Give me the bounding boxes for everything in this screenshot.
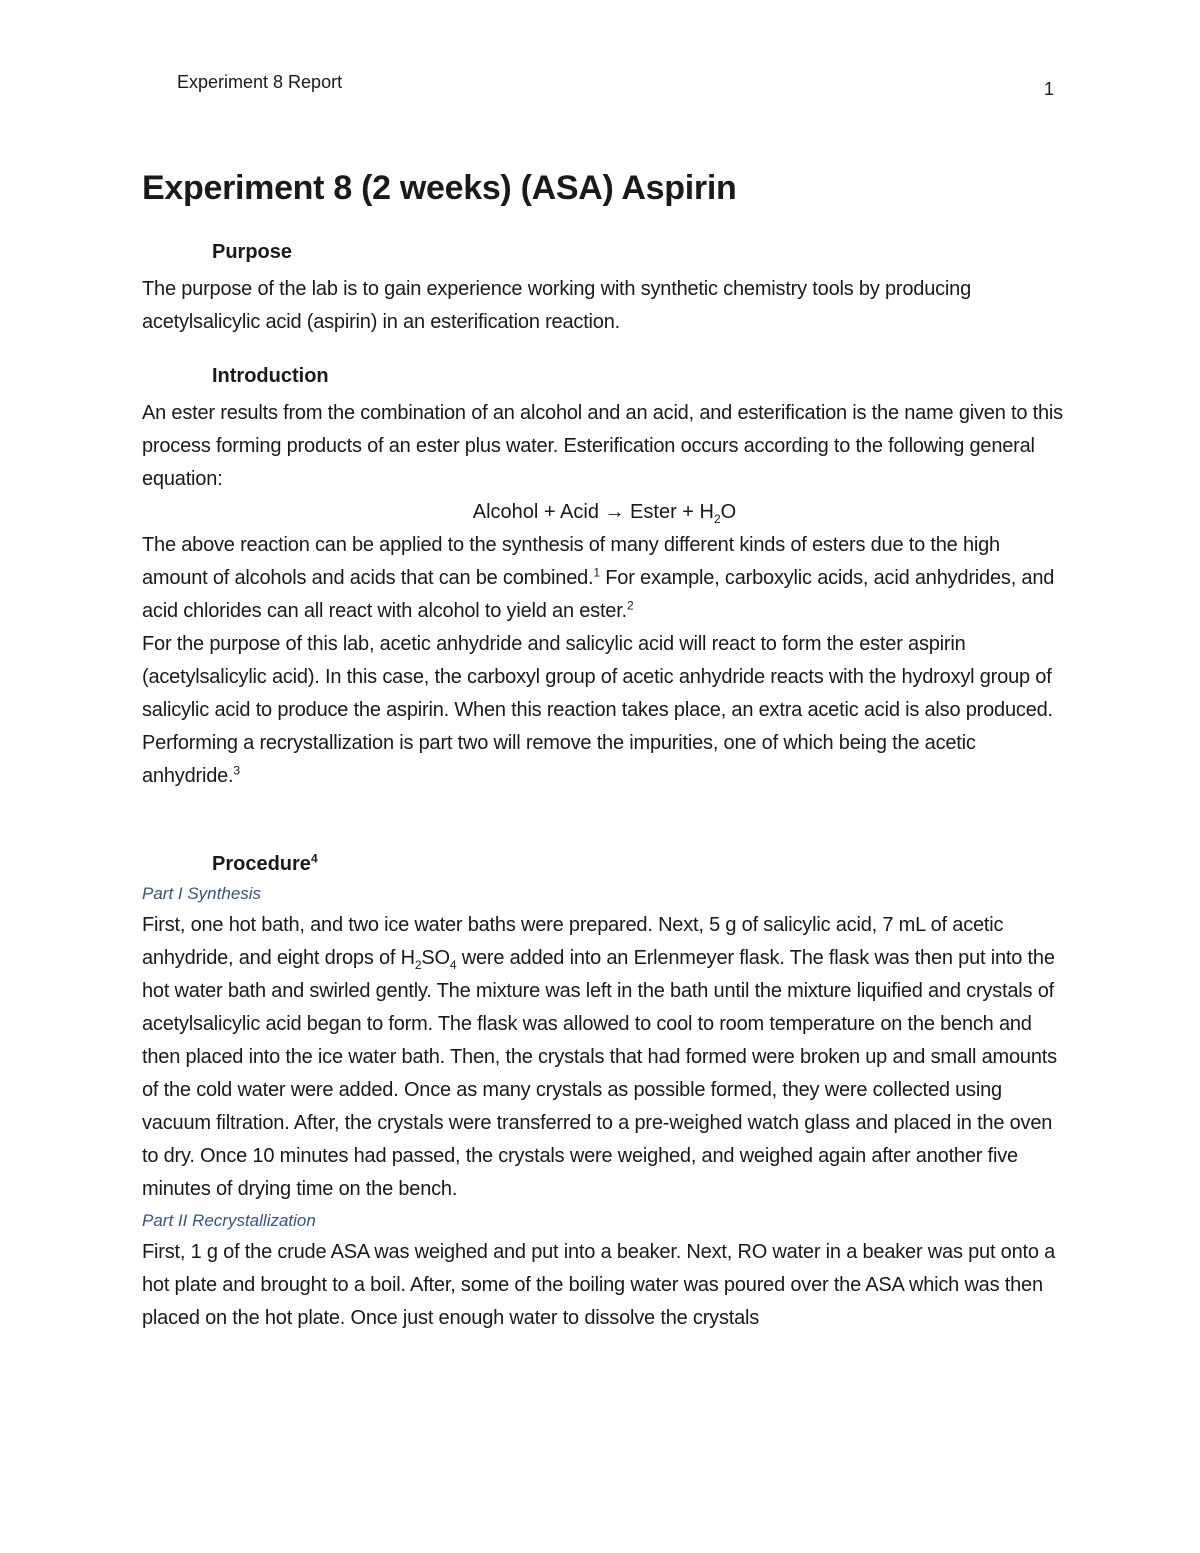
page-number: 1 (1044, 79, 1055, 99)
part-2-label: Part II Recrystallization (142, 1211, 316, 1230)
reference-3: 3 (233, 763, 240, 778)
part-1-text-b: SO (421, 947, 450, 969)
esterification-equation (142, 496, 1067, 529)
introduction-paragraph-3 (142, 628, 1067, 793)
document-title: Experiment 8 (2 weeks) (ASA) Aspirin (142, 169, 737, 207)
part-1-label: Part I Synthesis (142, 884, 262, 903)
document-body (142, 165, 1067, 1335)
reference-4: 4 (310, 851, 318, 866)
introduction-paragraph-1: An ester results from the combination of an alcohol and an acid, and esterification is the name given to this process forming products of an ester plus water. Esterification occurs according to the following general equation: (142, 402, 1063, 490)
part-1-subscript-1: 2 (414, 958, 422, 972)
paragraph-2-text-a: The above reaction can be applied to the synthesis of many different kinds of esters due to the high amount of alcohols and acids that can be combined. (142, 534, 1000, 589)
procedure-heading (142, 849, 1067, 879)
part-1-text-c: were added into an Erlenmeyer flask. The flask was then put into the hot water bath and swirled gently. The mixture was left in the bath until the mixture liquified and crystals of acetylsalicylic acid began to form. The flask was allowed to cool to room temperature on the bench and then placed into the ice water bath. Then, the crystals that had formed were broken up and small amounts of the cold water were added. Once as many crystals as possible formed, they were collected using vacuum filtration. After, the crystals were transferred to a pre-weighed watch glass and placed in the oven to dry. Once 10 minutes had passed, the crystals were weighed, and weighed again after another five minutes of drying time on the bench. (142, 947, 1057, 1200)
equation-main: Alcohol + Acid → Ester + H (472, 501, 714, 523)
equation-subscript: 2 (713, 512, 721, 526)
part-1-subscript-2: 4 (449, 958, 457, 972)
procedure-heading-text: Procedure (212, 853, 311, 875)
running-header: Experiment 8 Report (177, 72, 343, 92)
purpose-heading: Purpose (212, 241, 293, 263)
reference-1: 1 (593, 565, 600, 580)
introduction-paragraph-2 (142, 529, 1067, 628)
reference-2: 2 (626, 598, 634, 613)
paragraph-3-text: For the purpose of this lab, acetic anhydride and salicylic acid will react to form the ester aspirin (acetylsalicylic acid). In this case, the carboxyl group of acetic anhydride reacts with the hydroxyl group of salicylic acid to produce the aspirin. When this reaction takes place, an extra acetic acid is also produced. Performing a recrystallization is part two will remove the impurities, one of which being the acetic anhydride. (142, 633, 1053, 787)
part-2-text: First, 1 g of the crude ASA was weighed and put into a beaker. Next, RO water in a beaker was put onto a hot plate and brought to a boil. After, some of the boiling water was poured over the ASA which was then placed on the hot plate. Once just enough water to dissolve the crystals (142, 1241, 1056, 1329)
introduction-heading: Introduction (212, 365, 329, 387)
paragraph-2-text-b: For example, carboxylic acids, acid anhydrides, and acid chlorides can all react with alcohol to yield an ester. (142, 567, 1055, 622)
equation-end: O (720, 501, 737, 523)
part-1-text (142, 909, 1067, 1206)
part-1-text-a: First, one hot bath, and two ice water baths were prepared. Next, 5 g of salicylic acid, 7 mL of acetic anhydride, and eight drops of H (142, 914, 1004, 969)
purpose-text: The purpose of the lab is to gain experience working with synthetic chemistry tools by producing acetylsalicylic acid (aspirin) in an esterification reaction. (142, 278, 972, 333)
